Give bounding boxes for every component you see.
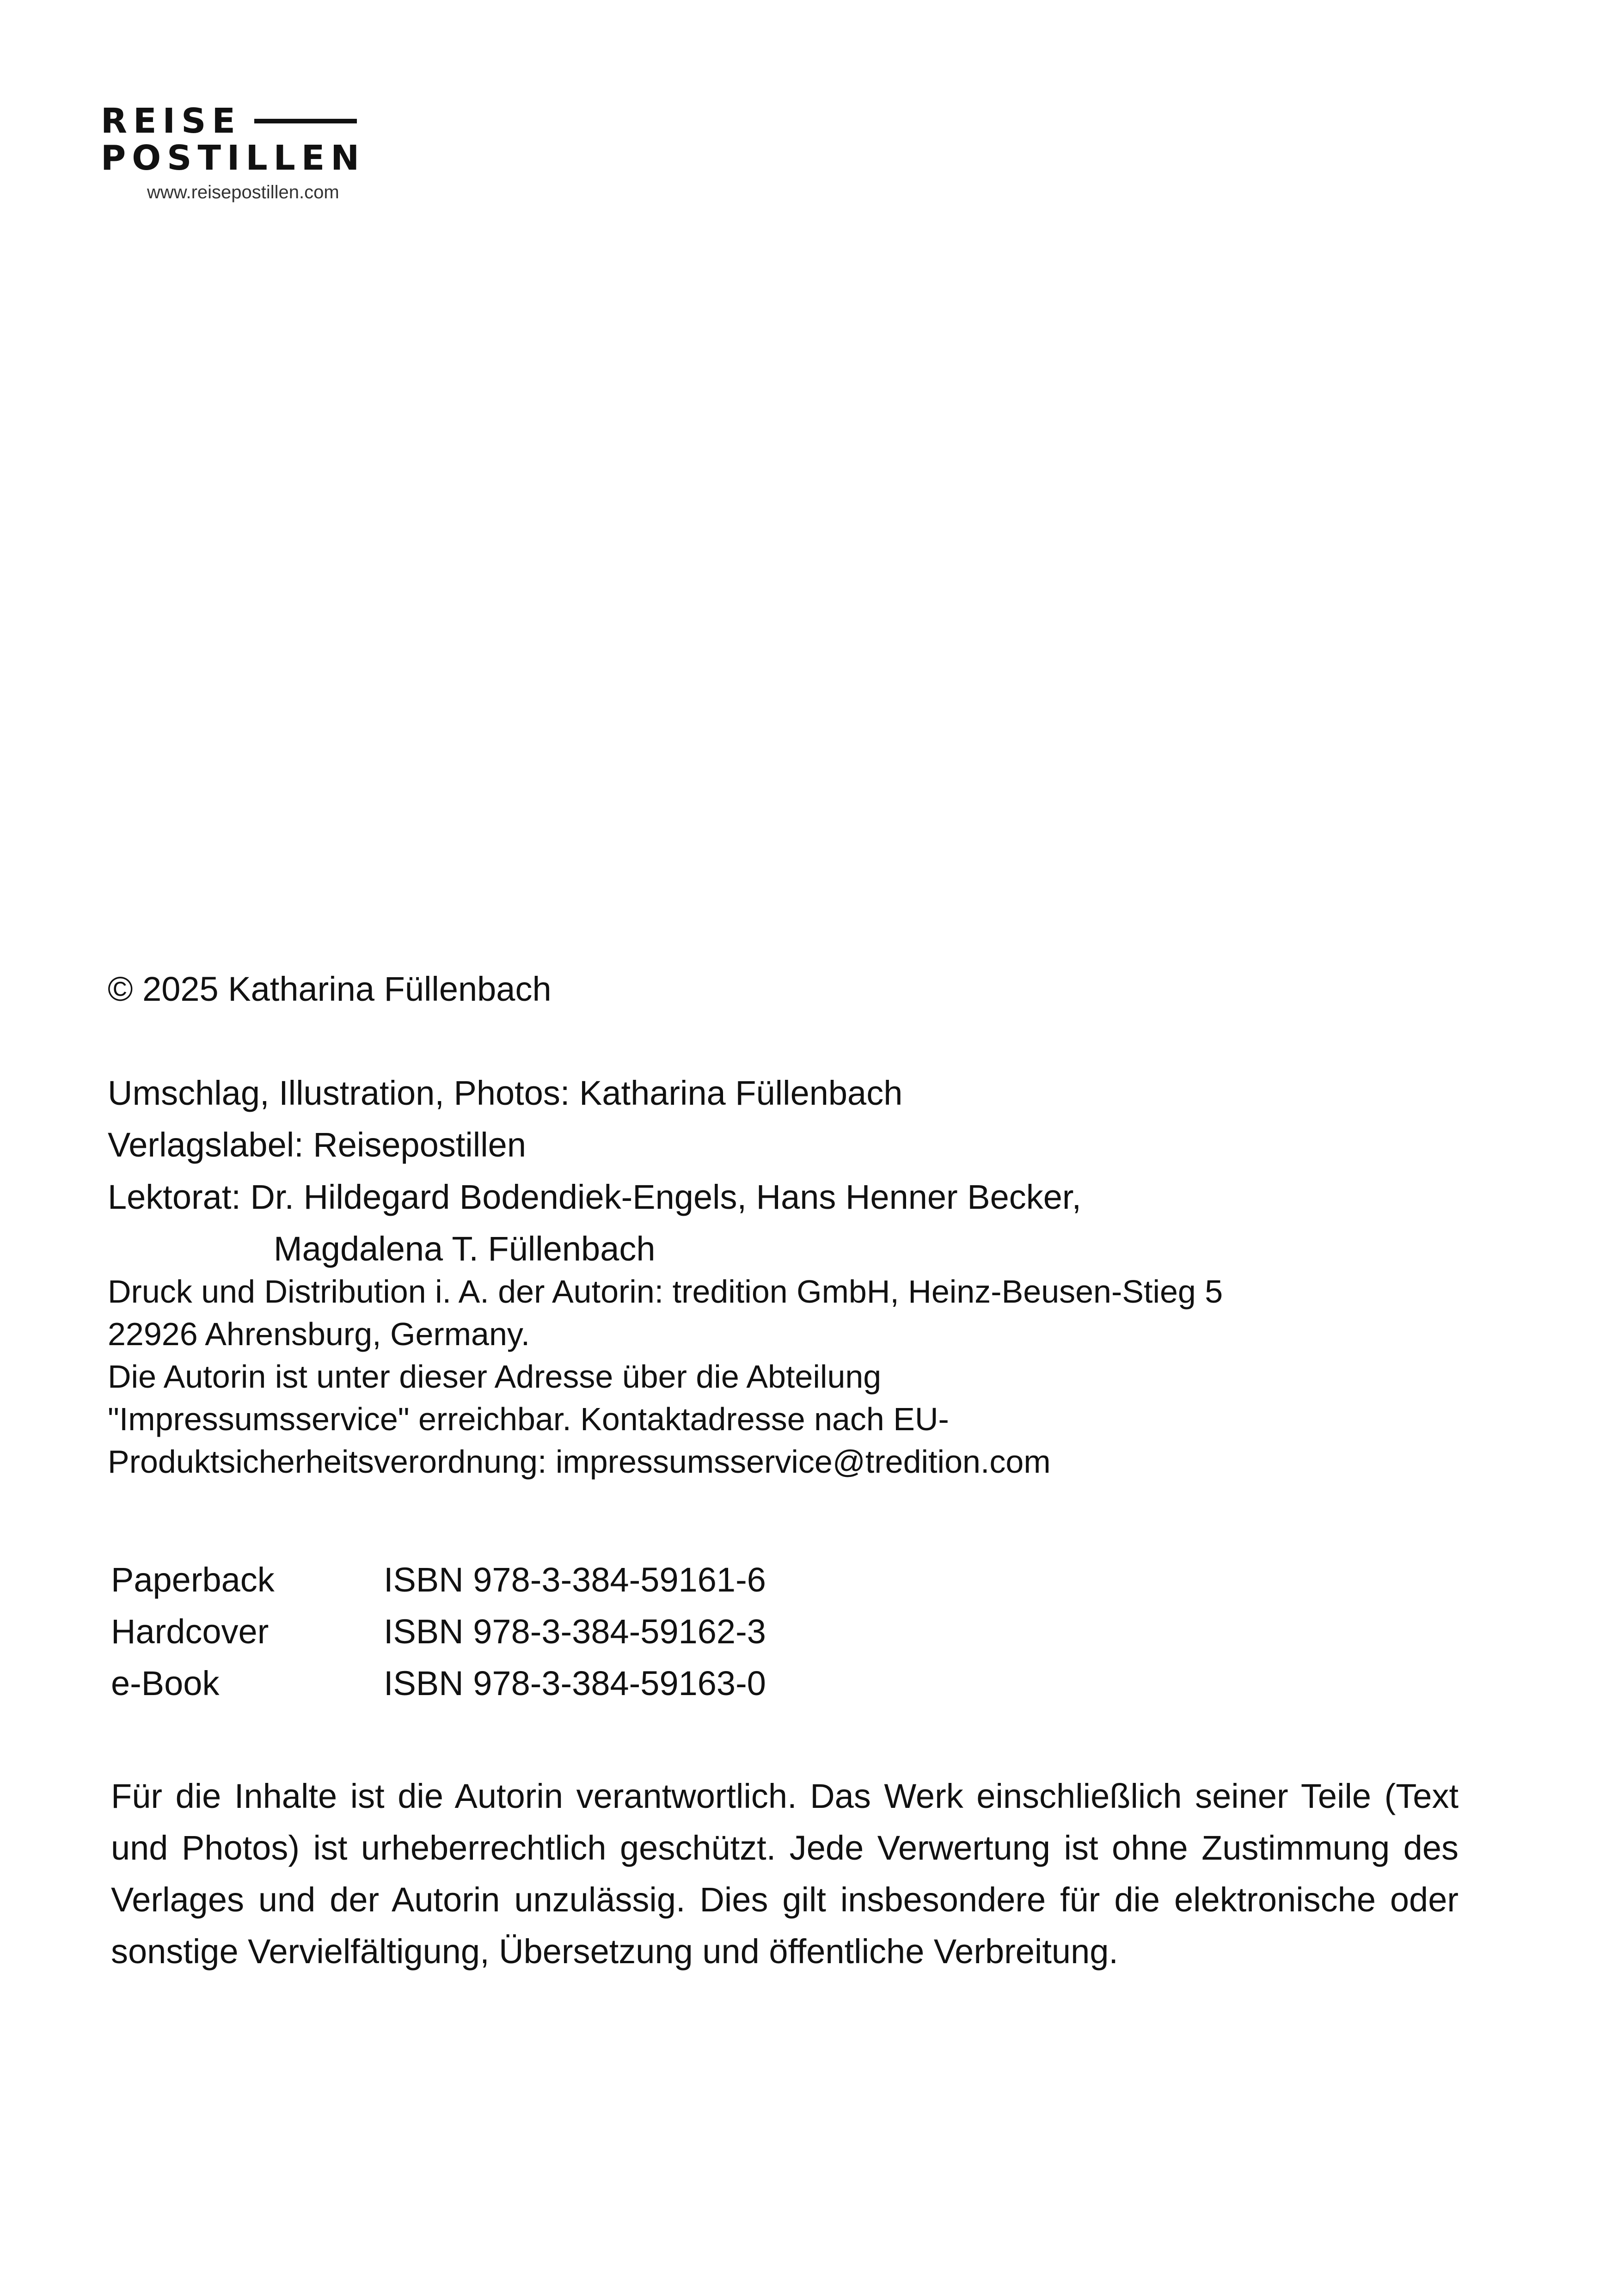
contact-line-2: "Impressumsservice" erreichbar. Kontaktadresse nach EU- (108, 1401, 949, 1437)
logo-url: www.reisepostillen.com (147, 182, 339, 202)
copyright-line: © 2025 Katharina Füllenbach (108, 970, 552, 1008)
isbn-format: e-Book (111, 1664, 220, 1702)
isbn-number: ISBN 978-3-384-59162-3 (384, 1612, 766, 1651)
isbn-row (111, 1660, 766, 1707)
print-line-1: Druck und Distribution i. A. der Autorin: tredition GmbH, Heinz-Beusen-Stieg 5 (108, 1274, 1223, 1310)
isbn-row (111, 1609, 766, 1655)
credit-editing-cont: Magdalena T. Füllenbach (274, 1230, 656, 1268)
logo-rule (254, 119, 357, 123)
print-line-2: 22926 Ahrensburg, Germany. (108, 1316, 530, 1352)
isbn-number: ISBN 978-3-384-59161-6 (384, 1561, 766, 1599)
legal-notice: Für die Inhalte ist die Autorin verantwortlich. Das Werk einschließlich seiner Teile (Text und Photos) ist urheberrechtlich geschützt. Jede Verwertung ist ohne Zustimmung des Verlages und der Autorin unzulässig. Dies gilt insbesondere für die elektronische oder sonstige Vervielfältigung, Übersetzung und öffentliche Verbreitung. (111, 1777, 1459, 1971)
credit-editing: Lektorat: Dr. Hildegard Bodendiek-Engels, Hans Henner Becker, (108, 1178, 1082, 1216)
isbn-row (111, 1557, 766, 1603)
logo-word-postillen: POSTILLEN (101, 138, 366, 178)
credit-cover: Umschlag, Illustration, Photos: Katharina Füllenbach (108, 1074, 903, 1112)
logo-word-reise: REISE (101, 101, 241, 141)
contact-line-3: Produktsicherheitsverordnung: impressumsservice@tredition.com (108, 1444, 1051, 1480)
isbn-format: Paperback (111, 1561, 275, 1599)
credit-label: Verlagslabel: Reisepostillen (108, 1126, 526, 1164)
contact-line-1: Die Autorin ist unter dieser Adresse über die Abteilung (108, 1359, 882, 1395)
isbn-format: Hardcover (111, 1612, 269, 1651)
isbn-number: ISBN 978-3-384-59163-0 (384, 1664, 766, 1702)
publisher-logo (101, 103, 387, 214)
